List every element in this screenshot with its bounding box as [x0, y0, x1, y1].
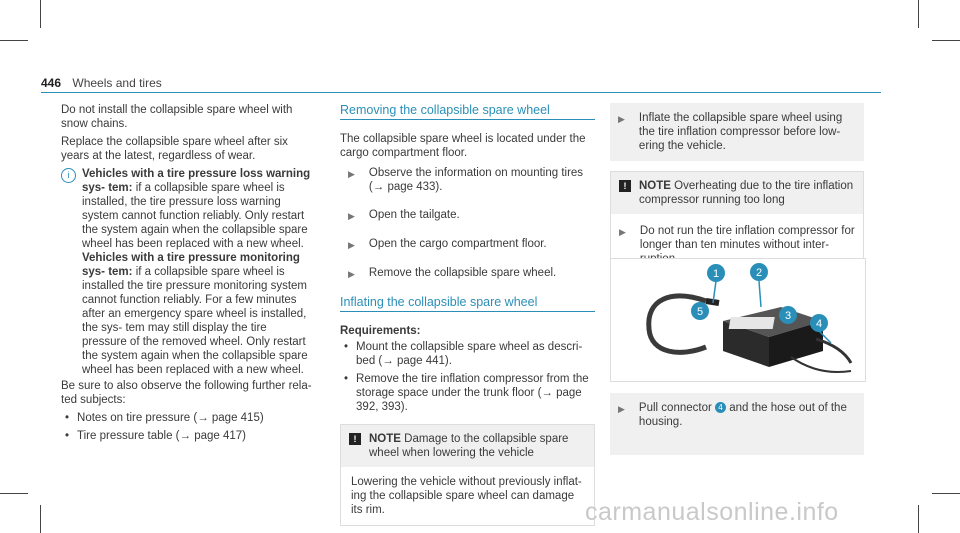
section-title: Wheels and tires — [72, 76, 162, 90]
compressor-drawing — [611, 259, 865, 381]
note-body: Lowering the vehicle without previously inflat- ing the collapsible spare wheel can damage its rim. — [351, 476, 582, 516]
crop-mark — [40, 505, 41, 533]
paragraph: Do not install the collapsible spare wheel with snow chains. — [61, 104, 293, 130]
step-panel — [610, 103, 864, 161]
watermark: carmanualsonline.info — [585, 498, 839, 526]
crop-mark — [40, 0, 41, 28]
callout-1 — [707, 264, 725, 303]
note-header — [611, 172, 863, 214]
callout-number: 1 — [712, 268, 720, 280]
step — [348, 237, 595, 252]
note-title: Damage to the collapsible spare wheel when lowering the vehicle — [369, 433, 569, 459]
crop-mark — [932, 493, 960, 494]
step-text: Open the tailgate. — [368, 209, 460, 221]
info-text: if a collapsible spare wheel is installed the tire pressure monitoring system cannot function reliably. For a few minutes after an emergency spare wheel is installed, the sys- tem may still display the tire pressure of the removed wheel. Only restart the system again when the collapsible spare wheel has been replaced with a new wheel. — [82, 266, 308, 376]
section-heading — [340, 295, 595, 312]
callout-badge: 4 — [715, 402, 726, 413]
step-panel — [610, 393, 864, 455]
callout-number: 5 — [696, 306, 704, 318]
info-title: Vehicles with a tire pressure loss warning sys- tem: — [82, 168, 311, 194]
right-column-bottom — [610, 393, 864, 455]
list-item: • Mount the collapsible spare wheel as descri- bed (→ page 441). — [344, 340, 595, 368]
step-text: Pull connector 4 and the hose out of the housing. — [638, 402, 847, 428]
note-title: Overheating due to the tire inflation compressor running too long — [639, 180, 854, 206]
step — [348, 166, 595, 194]
power-cable — [791, 357, 851, 372]
heading-text: Inflating the collapsible spare wheel — [340, 295, 538, 309]
left-column — [61, 103, 314, 447]
crop-mark — [918, 0, 919, 28]
step-arrow-icon: ▶ — [348, 169, 355, 179]
callout-2 — [750, 263, 768, 307]
step-arrow-icon: ▶ — [348, 240, 355, 250]
list-text: Mount the collapsible spare wheel as descri- bed (→ page 441). — [356, 341, 583, 367]
list-item: • Remove the tire inflation compressor from the storage space under the trunk floor (→ page 392, 393). — [344, 372, 595, 414]
warning-icon: ! — [349, 433, 361, 445]
crop-mark — [0, 40, 28, 41]
step-arrow-icon: ▶ — [348, 269, 355, 279]
right-column — [610, 103, 864, 275]
step-text: Inflate the collapsible spare wheel using the tire inflation compressor before low- ering the vehicle. — [638, 112, 843, 152]
page-header — [41, 76, 162, 90]
paragraph: Replace the collapsible spare wheel after six years at the latest, regardless of wear. — [61, 136, 288, 162]
step-arrow-icon: ▶ — [618, 114, 625, 124]
paragraph: The collapsible spare wheel is located under the cargo compartment floor. — [340, 133, 586, 159]
page-number: 446 — [41, 76, 62, 90]
link-text[interactable]: Tire pressure table (→ page 417) — [77, 430, 246, 442]
note-label: NOTE — [369, 433, 401, 445]
step-text: Do not run the tire inflation compressor for longer than ten minutes without inter- — [639, 225, 855, 251]
info-paragraph — [82, 167, 314, 251]
requirements-label: Requirements: — [340, 325, 421, 337]
crop-mark — [918, 505, 919, 533]
step-arrow-icon: ▶ — [348, 211, 355, 221]
info-title: Vehicles with a tire pressure monitoring sys- tem: — [82, 252, 300, 278]
step — [618, 401, 856, 429]
note-label: NOTE — [639, 180, 671, 192]
crop-mark — [932, 40, 960, 41]
header-rule — [41, 92, 881, 93]
list-text: Remove the tire inflation compressor from the storage space under the trunk floor (→ page 392, 393). — [356, 373, 589, 413]
callout-number: 4 — [815, 318, 823, 330]
heading-text: Removing the collapsible spare wheel — [340, 103, 550, 117]
step-arrow-icon: ▶ — [619, 227, 626, 237]
note-header — [341, 425, 594, 467]
step-arrow-icon: ▶ — [618, 404, 625, 414]
middle-column — [340, 103, 595, 526]
info-text: if a collapsible spare wheel is installed, the tire pressure loss warning system cannot function reliably. Only restart the system again when the collapsible spare wheel has been replaced with a new wheel. — [82, 182, 308, 250]
note-box — [340, 424, 595, 526]
info-block — [61, 167, 314, 377]
crop-mark — [0, 493, 28, 494]
section-heading — [340, 103, 595, 120]
callout-number: 3 — [784, 310, 792, 322]
callout-5 — [691, 302, 709, 320]
info-paragraph — [82, 251, 314, 377]
step — [348, 266, 595, 281]
step-text: Open the cargo compartment floor. — [368, 238, 547, 250]
step-text: Remove the collapsible spare wheel. — [368, 267, 557, 279]
list-item: • Tire pressure table (→ page 417) — [65, 430, 246, 442]
step-text: Observe the information on mounting tires (→ page 433). — [368, 167, 584, 193]
heading-underline — [340, 119, 595, 120]
warning-icon: ! — [619, 180, 631, 192]
paragraph: Be sure to also observe the following further rela- ted subjects: — [61, 380, 312, 406]
step — [348, 208, 595, 223]
heading-underline — [340, 311, 595, 312]
list-item: • Notes on tire pressure (→ page 415) — [65, 412, 264, 424]
info-icon: i — [61, 168, 76, 183]
link-text[interactable]: Notes on tire pressure (→ page 415) — [77, 412, 264, 424]
step — [618, 111, 856, 153]
callout-3 — [779, 306, 797, 324]
compressor-illustration — [610, 258, 866, 382]
label-plate — [729, 317, 775, 329]
callout-number: 2 — [755, 267, 763, 279]
